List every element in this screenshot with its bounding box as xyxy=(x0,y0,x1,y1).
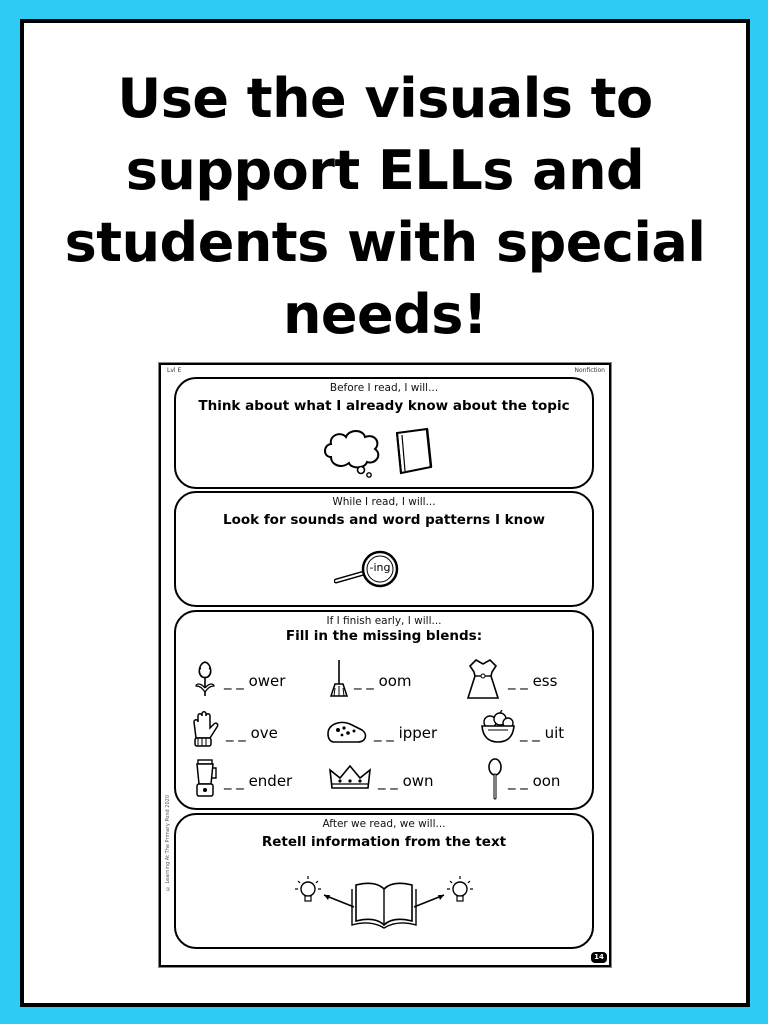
genre-label: Nonfiction xyxy=(574,367,605,374)
retell-graphic xyxy=(294,873,474,929)
after-main: Retell information from the text xyxy=(261,834,507,850)
spoon-icon xyxy=(486,758,504,800)
blender-icon xyxy=(192,758,218,798)
blend-ending: ower xyxy=(248,672,286,690)
before-main: Think about what I already know about the topic xyxy=(198,398,570,414)
slipper-icon xyxy=(324,716,368,746)
glove-icon xyxy=(188,710,220,748)
open-book-icon xyxy=(352,883,416,928)
magnifying-glass-icon xyxy=(334,549,414,589)
level-label: Lvl E xyxy=(167,367,182,374)
before-intro: Before I read, I will... xyxy=(329,382,439,394)
blend-ending: own xyxy=(402,772,434,790)
dress-icon xyxy=(464,658,502,700)
blend-blanks: _ _ xyxy=(508,772,528,790)
magnifier-label: -ing xyxy=(369,561,391,574)
finish-early-box xyxy=(174,610,594,810)
blend-blanks: _ _ xyxy=(354,672,374,690)
before-reading-box xyxy=(174,377,594,489)
blend-blanks: _ _ xyxy=(508,672,528,690)
blend-ending: oon xyxy=(532,772,561,790)
lightbulb-icon xyxy=(295,876,321,901)
after-reading-box xyxy=(174,813,594,949)
slide-frame xyxy=(20,19,750,1007)
blend-blanks: _ _ xyxy=(378,772,398,790)
blend-ending: ender xyxy=(248,772,293,790)
thought-cloud-icon xyxy=(321,427,383,479)
crown-icon xyxy=(328,762,372,794)
headline-line: students with special xyxy=(64,211,706,274)
while-reading-box xyxy=(174,491,594,607)
during-intro: While I read, I will... xyxy=(332,496,436,508)
fruit-bowl-icon xyxy=(480,710,516,746)
blend-ending: ove xyxy=(250,724,278,742)
broom-icon xyxy=(328,658,350,698)
headline-line: needs! xyxy=(282,283,488,346)
blend-ending: ipper xyxy=(398,724,438,742)
blend-blanks: _ _ xyxy=(520,724,540,742)
blend-blanks: _ _ xyxy=(226,724,246,742)
copyright-text: © Learning At The Primary Pond 2020 xyxy=(165,795,171,892)
book-icon xyxy=(393,427,437,475)
after-intro: After we read, we will... xyxy=(322,818,446,830)
early-main: Fill in the missing blends: xyxy=(285,628,483,644)
headline-line: support ELLs and xyxy=(125,139,645,202)
blend-ending: ess xyxy=(532,672,558,690)
headline xyxy=(24,63,746,351)
during-main: Look for sounds and word patterns I know xyxy=(222,512,546,528)
blend-blanks: _ _ xyxy=(374,724,394,742)
blend-ending: oom xyxy=(378,672,412,690)
blend-blanks: _ _ xyxy=(224,672,244,690)
early-intro: If I finish early, I will... xyxy=(326,615,442,627)
flower-icon xyxy=(190,658,220,698)
headline-line: Use the visuals to xyxy=(117,67,653,130)
lightbulb-icon xyxy=(447,876,473,901)
page-number: 14 xyxy=(591,952,607,963)
worksheet-preview xyxy=(159,363,611,967)
blend-blanks: _ _ xyxy=(224,772,244,790)
blend-ending: uit xyxy=(544,724,565,742)
